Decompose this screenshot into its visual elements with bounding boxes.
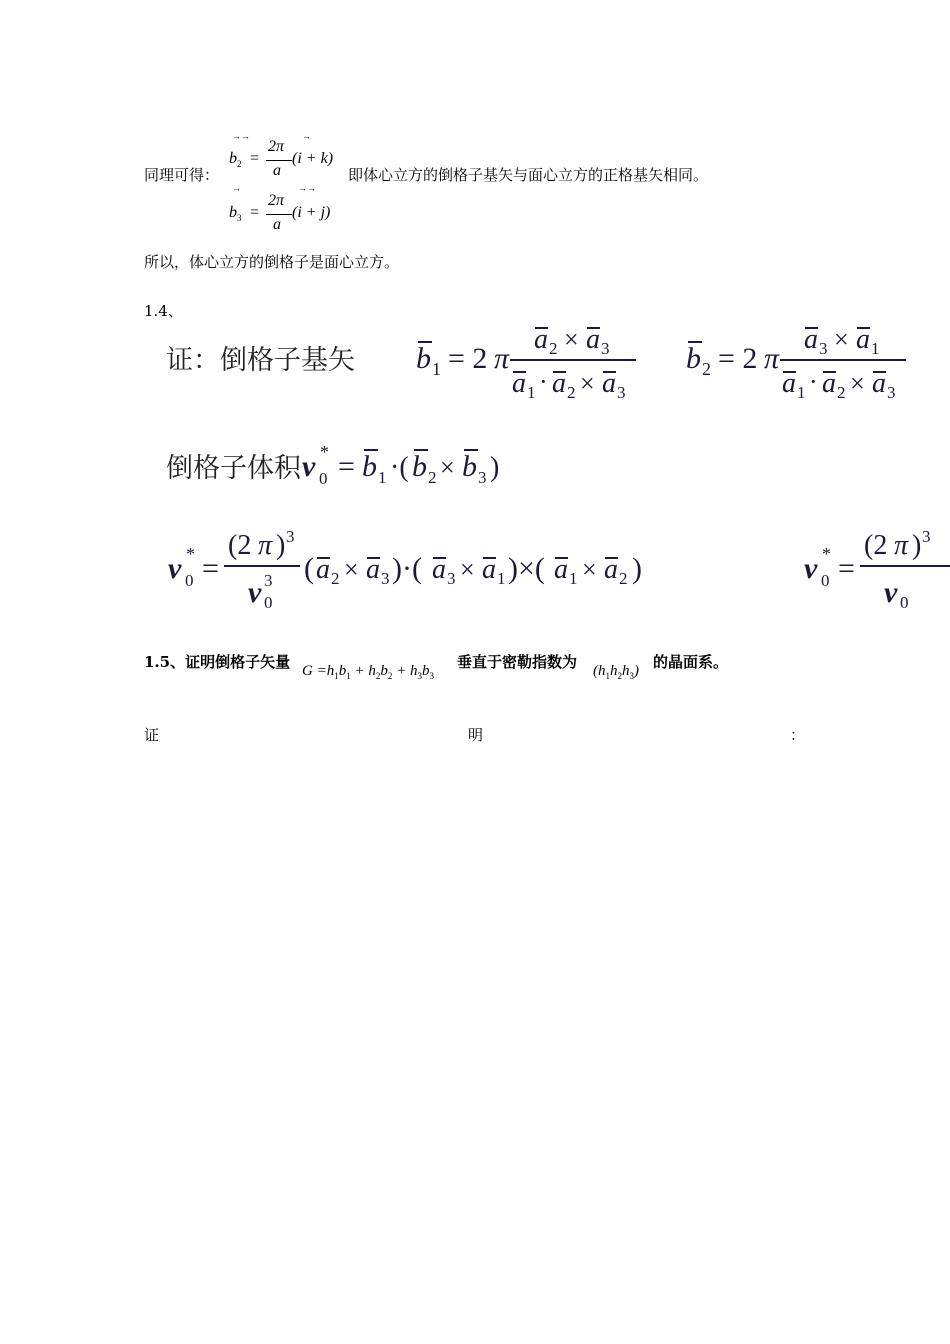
svg-text:×: × — [834, 325, 849, 354]
svg-text:a: a — [822, 368, 836, 399]
svg-text:·: · — [539, 367, 548, 396]
vector-arrow-icon: →→ — [232, 131, 250, 141]
svg-text:π: π — [494, 342, 510, 375]
svg-text:v: v — [302, 450, 316, 483]
svg-text:v: v — [804, 552, 818, 585]
svg-text:a: a — [366, 554, 380, 585]
svg-text:)·(: )·( — [392, 552, 422, 585]
svg-text:a: a — [604, 554, 618, 585]
svg-text:a: a — [432, 554, 446, 585]
svg-text:=: = — [202, 552, 219, 585]
svg-text:3: 3 — [381, 569, 390, 588]
svg-text:×: × — [580, 369, 595, 398]
svg-text:1: 1 — [497, 569, 506, 588]
svg-text:2: 2 — [702, 359, 711, 379]
proof-char-2: 明 — [468, 726, 484, 744]
svg-text:3: 3 — [286, 527, 295, 546]
formula-b1-large — [410, 320, 650, 410]
svg-text:a: a — [534, 324, 548, 355]
svg-text:3: 3 — [264, 571, 273, 590]
svg-text:(2: (2 — [228, 530, 252, 561]
formula-reciprocal-volume — [300, 438, 510, 494]
section-1-5-text-after: 的晶面系。 — [653, 653, 729, 671]
svg-text:×: × — [344, 555, 359, 584]
svg-text:b: b — [686, 342, 701, 375]
vector-arrow-icon: → — [302, 131, 311, 141]
svg-text:a: a — [512, 368, 526, 399]
svg-text:3: 3 — [819, 339, 828, 358]
svg-text:a: a — [482, 554, 496, 585]
svg-text:1: 1 — [569, 569, 578, 588]
section-1-5-number: 1.5 — [144, 653, 171, 671]
svg-text:a: a — [316, 554, 330, 585]
svg-text:1: 1 — [797, 383, 806, 402]
svg-text:π: π — [894, 530, 909, 561]
svg-text:3: 3 — [887, 383, 896, 402]
svg-text:·(: ·( — [390, 452, 409, 483]
svg-text:2: 2 — [331, 569, 340, 588]
formula-miller-indices: $(h_1h_2h_3)$ — [593, 663, 639, 681]
section-1-4-label: 1.4、 — [144, 302, 183, 320]
svg-text:*: * — [822, 544, 831, 564]
svg-text:×: × — [850, 369, 865, 398]
svg-text:a: a — [602, 368, 616, 399]
svg-text:2: 2 — [619, 569, 628, 588]
svg-text:): ) — [912, 530, 922, 561]
svg-text:0: 0 — [319, 469, 328, 488]
svg-text:= 2: = 2 — [448, 342, 488, 375]
svg-text:a: a — [552, 368, 566, 399]
svg-text:=: = — [838, 552, 855, 585]
formula-G: $G =h_1b_1 + h_2b_2 + h_3b_3$ — [302, 663, 434, 681]
svg-text:1: 1 — [432, 359, 441, 379]
svg-text:v: v — [248, 576, 262, 609]
section-1-5-heading — [144, 653, 290, 671]
svg-text:3: 3 — [922, 527, 931, 546]
svg-text:0: 0 — [821, 571, 830, 590]
svg-text:1: 1 — [871, 339, 880, 358]
formula-volume-expansion — [162, 522, 652, 614]
svg-text:a: a — [804, 324, 818, 355]
proof-colon: ： — [790, 726, 806, 744]
svg-text:2: 2 — [567, 383, 576, 402]
proof-char-1: 证 — [144, 726, 160, 744]
svg-text:*: * — [320, 442, 329, 462]
formula-b2: →→ $b_2$ = 2π a → (i + k) — [229, 131, 334, 179]
svg-text:3: 3 — [617, 383, 626, 402]
vector-arrow-icon: → — [232, 183, 241, 193]
svg-text:v: v — [168, 552, 182, 585]
svg-text:π: π — [764, 342, 780, 375]
formula-b2-large — [680, 320, 920, 410]
section-1-5-text-before: 、证明倒格子矢量 — [170, 653, 291, 671]
svg-text:×: × — [582, 555, 597, 584]
proof-reciprocal-basis-label: 证：倒格子基矢 — [166, 345, 355, 376]
svg-text:b: b — [362, 450, 377, 483]
svg-text:2: 2 — [428, 468, 437, 487]
svg-text:3: 3 — [601, 339, 610, 358]
svg-text:a: a — [856, 324, 870, 355]
svg-text:×: × — [564, 325, 579, 354]
svg-text:(2: (2 — [864, 530, 888, 561]
svg-text:b: b — [416, 342, 431, 375]
svg-text:v: v — [884, 576, 898, 609]
svg-text:a: a — [872, 368, 886, 399]
svg-text:×: × — [440, 453, 455, 482]
svg-text:3: 3 — [478, 468, 487, 487]
svg-text:b: b — [412, 450, 427, 483]
conclusion-text: 即体心立方的倒格子基矢与面心立方的正格基矢相同。 — [348, 166, 709, 184]
svg-text:1: 1 — [527, 383, 536, 402]
svg-text:=: = — [338, 450, 355, 483]
svg-text:= 2: = 2 — [718, 342, 758, 375]
svg-text:0: 0 — [264, 593, 273, 612]
same-reason-label: 同理可得： — [144, 166, 220, 184]
svg-text:a: a — [554, 554, 568, 585]
svg-text:·: · — [809, 367, 818, 396]
formula-volume-result — [800, 522, 950, 614]
svg-text:0: 0 — [900, 593, 909, 612]
svg-text:2: 2 — [549, 339, 558, 358]
svg-text:a: a — [586, 324, 600, 355]
svg-text:): ) — [490, 452, 500, 483]
conclusion-line: 所以，体心立方的倒格子是面心立方。 — [144, 253, 400, 271]
formula-b3: → $b_3$ = 2π a →→ (i + j) — [229, 183, 331, 233]
svg-text:π: π — [258, 530, 273, 561]
svg-text:2: 2 — [837, 383, 846, 402]
svg-text:): ) — [276, 530, 286, 561]
reciprocal-volume-label: 倒格子体积 — [166, 453, 301, 484]
svg-text:)×(: )×( — [508, 552, 545, 585]
svg-text:1: 1 — [378, 468, 387, 487]
svg-text:): ) — [632, 552, 642, 585]
svg-text:a: a — [782, 368, 796, 399]
svg-text:×: × — [460, 555, 475, 584]
svg-text:3: 3 — [447, 569, 456, 588]
svg-text:*: * — [186, 544, 195, 564]
svg-text:b: b — [462, 450, 477, 483]
section-1-5-text-middle: 垂直于密勒指数为 — [457, 653, 578, 671]
vector-arrow-icon: →→ — [298, 183, 316, 193]
svg-text:(: ( — [304, 552, 314, 585]
svg-text:0: 0 — [185, 571, 194, 590]
